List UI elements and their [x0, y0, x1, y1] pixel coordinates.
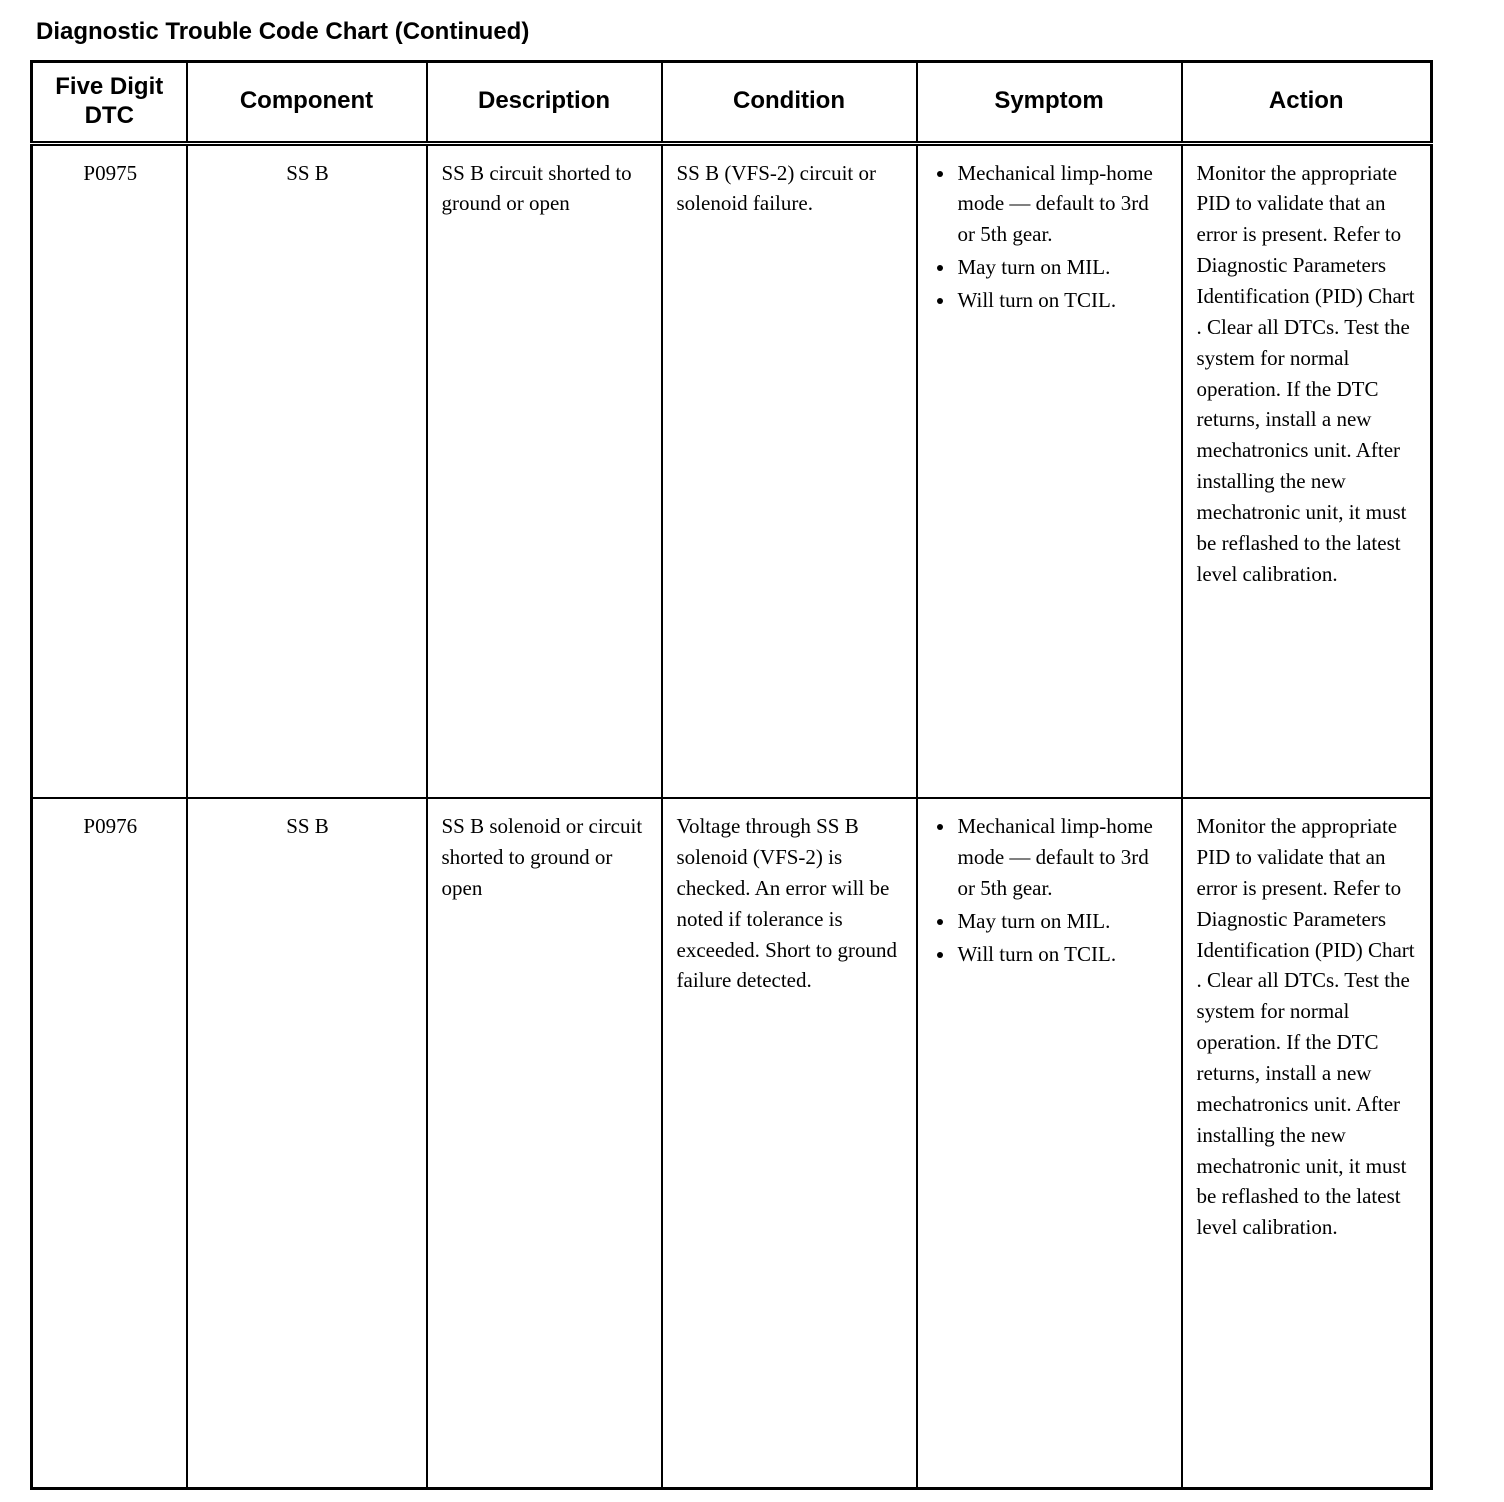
condition-cell: SS B (VFS-2) circuit or solenoid failure. — [662, 143, 917, 798]
symptom-item: • May turn on MIL. — [956, 252, 1169, 283]
header-row — [32, 62, 1432, 144]
condition-cell: Voltage through SS B solenoid (VFS-2) is checked. An error will be noted if tolerance is exceeded. Short to ground failure detected. — [662, 798, 917, 1488]
header-description: Description — [427, 62, 662, 144]
table-row — [32, 143, 1432, 798]
header-component: Component — [187, 62, 427, 144]
header-action: Action — [1182, 62, 1432, 144]
description-cell: SS B circuit shorted to ground or open — [427, 143, 662, 798]
action-cell: Monitor the appropriate PID to validate that an error is present. Refer to Diagnostic Parameters Identification (PID) Chart . Clear all DTCs. Test the system for normal operation. If the DTC returns, install a new mechatronics unit. After installing the new mechatronic unit, it must be reflashed to the latest level calibration. — [1182, 143, 1432, 798]
dtc-table — [30, 60, 1433, 1490]
dtc-code-cell: P0976 — [32, 798, 187, 1488]
description-cell: SS B solenoid or circuit shorted to ground or open — [427, 798, 662, 1488]
symptom-item: • Mechanical limp-home mode — default to 3rd or 5th gear. — [956, 158, 1169, 251]
component-cell: SS B — [187, 798, 427, 1488]
header-symptom: Symptom — [917, 62, 1182, 144]
symptom-item: • May turn on MIL. — [956, 906, 1169, 937]
page-title: Diagnostic Trouble Code Chart (Continued) — [36, 18, 530, 45]
table-header — [32, 62, 1432, 144]
symptom-list — [932, 158, 1169, 316]
table-row — [32, 798, 1432, 1488]
dtc-code-cell: P0975 — [32, 143, 187, 798]
table-body — [32, 143, 1432, 1488]
component-cell: SS B — [187, 143, 427, 798]
symptom-item: • Will turn on TCIL. — [956, 285, 1169, 316]
symptom-item: • Mechanical limp-home mode — default to 3rd or 5th gear. — [956, 811, 1169, 904]
symptom-item: • Will turn on TCIL. — [956, 939, 1169, 970]
header-five-digit-dtc: Five Digit DTC — [32, 62, 187, 144]
action-cell: Monitor the appropriate PID to validate that an error is present. Refer to Diagnostic Parameters Identification (PID) Chart . Clear all DTCs. Test the system for normal operation. If the DTC returns, install a new mechatronics unit. After installing the new mechatronic unit, it must be reflashed to the latest level calibration. — [1182, 798, 1432, 1488]
header-condition: Condition — [662, 62, 917, 144]
symptom-cell — [917, 143, 1182, 798]
symptom-cell — [917, 798, 1182, 1488]
symptom-list — [932, 811, 1169, 969]
